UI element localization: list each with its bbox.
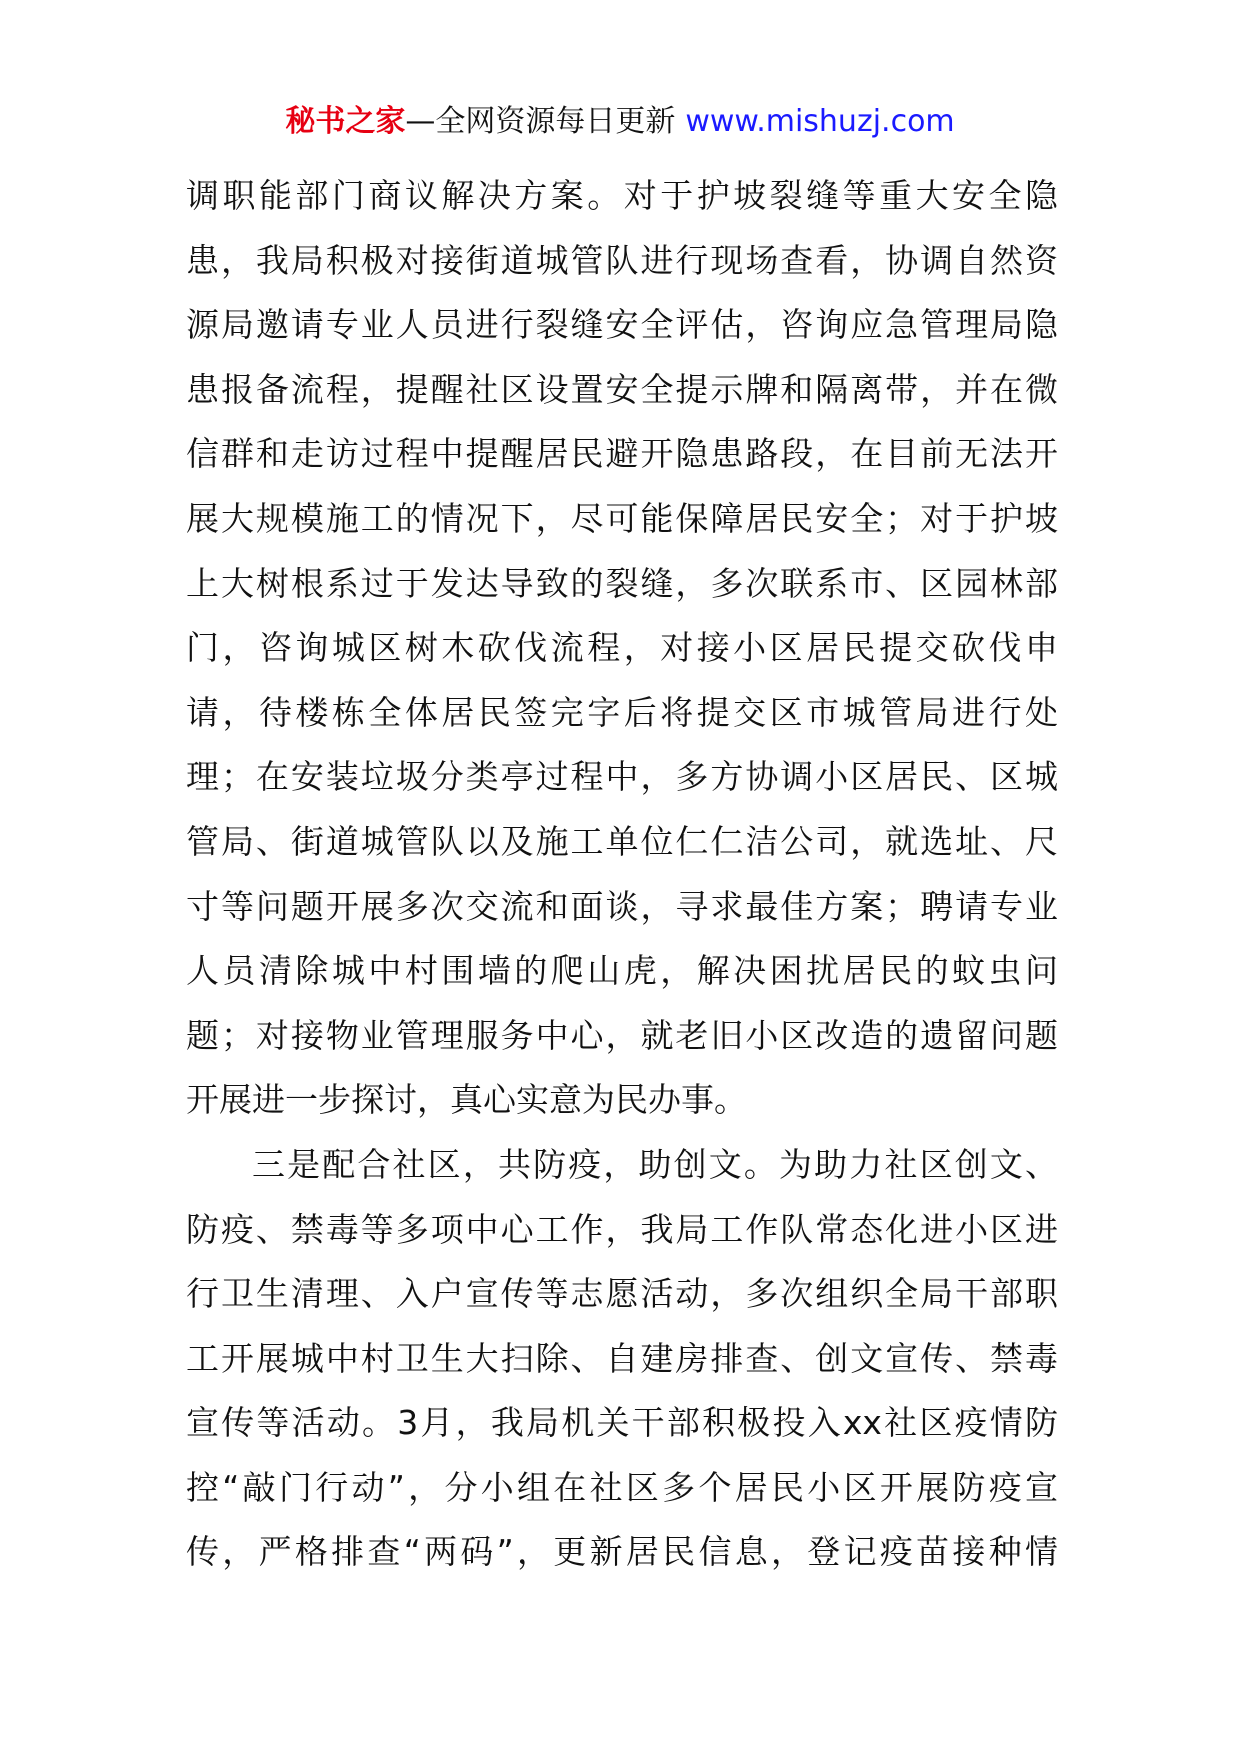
text-line: 调职能部门商议解决方案。对于护坡裂缝等重大安全隐: [186, 176, 1058, 215]
text-line: 工开展城中村卫生大扫除、自建房排查、创文宣传、禁毒: [186, 1338, 1058, 1378]
text-line: 管局、街道城管队以及施工单位仁仁洁公司，就选址、尺: [186, 821, 1058, 861]
text-line: 寸等问题开展多次交流和面谈，寻求最佳方案；聘请专业: [186, 886, 1058, 926]
text-line: 传，严格排查“两码”，更新居民信息，登记疫苗接种情: [186, 1532, 1058, 1572]
paragraph-end-line: 开展进一步探讨，真心实意为民办事。: [186, 1080, 747, 1120]
text-line: 请，待楼栋全体居民签完字后将提交区市城管局进行处: [186, 692, 1058, 732]
site-tagline: —全网资源每日更新: [405, 104, 676, 139]
text-line: 门，咨询城区树木砍伐流程，对接小区居民提交砍伐申: [186, 628, 1058, 668]
text-line: 源局邀请专业人员进行裂缝安全评估，咨询应急管理局隐: [186, 305, 1058, 345]
text-line: 信群和走访过程中提醒居民避开隐患路段，在目前无法开: [186, 434, 1058, 474]
text-line: 人员清除城中村围墙的爬山虎，解决困扰居民的蚊虫问: [186, 951, 1058, 991]
text-line: 防疫、禁毒等多项中心工作，我局工作队常态化进小区进: [186, 1209, 1058, 1249]
site-brand: 秘书之家: [285, 104, 406, 139]
text-line: 宣传等活动。3月，我局机关干部积极投入xx社区疫情防: [186, 1403, 1058, 1443]
site-url-link[interactable]: www.mishuzj.com: [685, 104, 955, 139]
text-line: 患，我局积极对接街道城管队进行现场查看，协调自然资: [186, 240, 1058, 280]
text-line: 展大规模施工的情况下，尽可能保障居民安全；对于护坡: [186, 498, 1058, 538]
text-line: 行卫生清理、入户宣传等志愿活动，多次组织全局干部职: [186, 1274, 1058, 1314]
page-header: [0, 100, 1240, 144]
paragraph-start-line: 三是配合社区，共防疫，助创文。为助力社区创文、: [252, 1144, 1058, 1184]
document-body: [186, 164, 1058, 1585]
text-line: 控“敲门行动”，分小组在社区多个居民小区开展防疫宣: [186, 1467, 1058, 1507]
text-line: 患报备流程，提醒社区设置安全提示牌和隔离带，并在微: [186, 369, 1058, 409]
text-line: 题；对接物业管理服务中心，就老旧小区改造的遗留问题: [186, 1015, 1058, 1055]
text-line: 上大树根系过于发达导致的裂缝，多次联系市、区园林部: [186, 563, 1058, 603]
text-line: 理；在安装垃圾分类亭过程中，多方协调小区居民、区城: [186, 757, 1058, 797]
